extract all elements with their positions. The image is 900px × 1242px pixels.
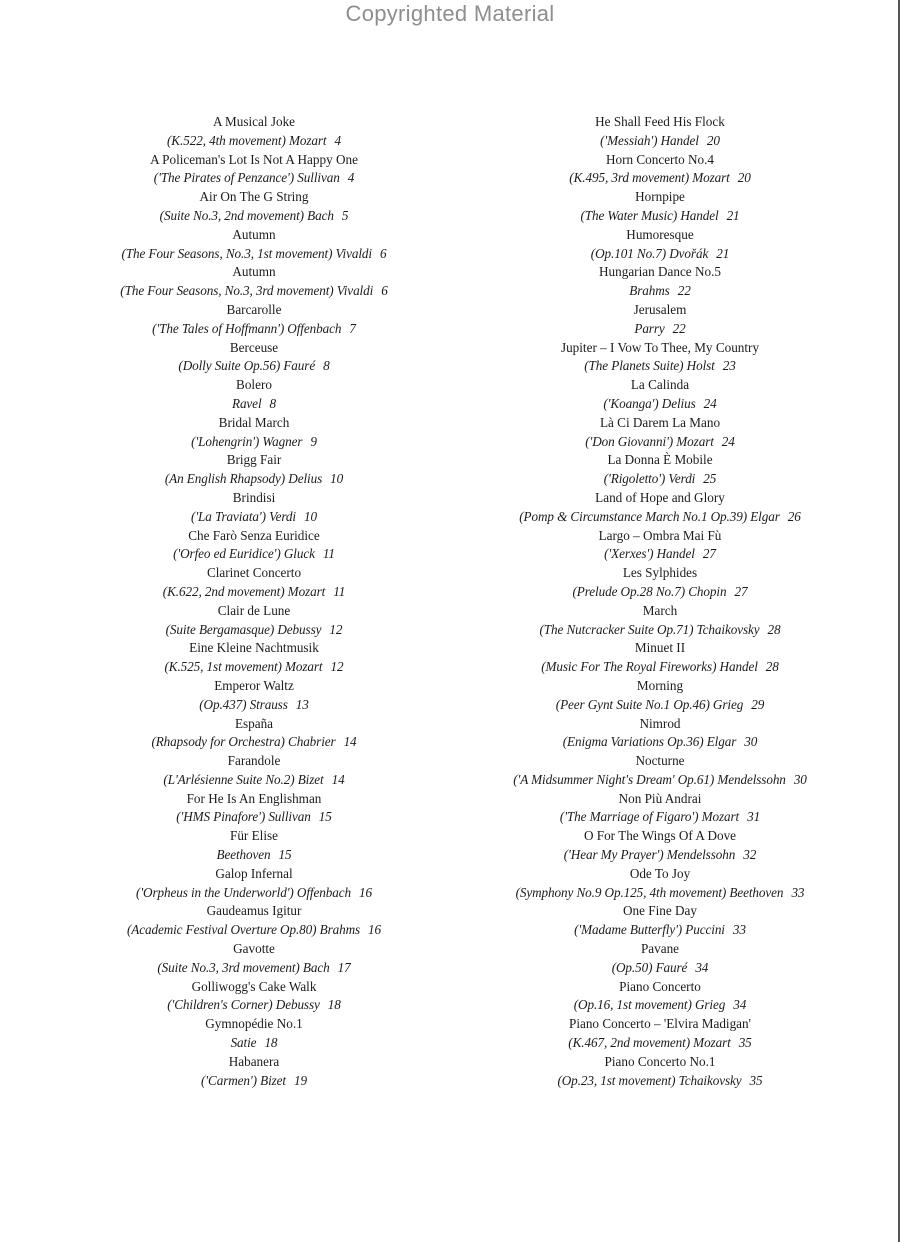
contents-entry <box>104 752 404 790</box>
piece-title: A Policeman's Lot Is Not A Happy One <box>150 151 358 167</box>
piece-title: Largo – Ombra Mai Fù <box>598 527 722 543</box>
piece-title: Für Elise <box>230 828 278 844</box>
page-number: 20 <box>706 132 720 148</box>
piece-title: Piano Concerto – 'Elvira Madigan' <box>568 1016 751 1032</box>
piece-source: ('Orpheus in the Underworld') Offenbach <box>136 884 351 900</box>
contents-entry <box>104 1015 404 1053</box>
contents-entry <box>104 715 404 753</box>
page-number: 26 <box>787 508 801 524</box>
contents-entry <box>495 564 825 602</box>
contents-entry <box>104 151 404 189</box>
page-number: 19 <box>293 1072 307 1088</box>
page-number: 5 <box>341 207 349 223</box>
contents-entry <box>104 113 404 151</box>
piece-source: ('Hear My Prayer') Mendelssohn <box>563 847 736 863</box>
piece-title: Farandole <box>227 753 281 769</box>
piece-source-line <box>104 282 404 301</box>
piece-source: (Peer Gynt Suite No.1 Op.46) Grieg <box>555 696 744 712</box>
contents-entry <box>104 451 404 489</box>
page-number: 27 <box>734 583 748 599</box>
piece-title: Minuet II <box>634 640 686 656</box>
piece-source: (Rhapsody for Orchestra) Chabrier <box>151 734 336 750</box>
page-number: 6 <box>381 283 388 299</box>
piece-source: (The Water Music) Handel <box>580 207 719 223</box>
page-number: 33 <box>732 922 746 938</box>
contents-entry <box>495 1015 825 1053</box>
contents-entry <box>495 263 825 301</box>
piece-source-line <box>495 245 825 264</box>
contents-entry <box>495 113 825 151</box>
piece-title: Humoresque <box>626 226 694 242</box>
piece-source: ('A Midsummer Night's Dream' Op.61) Mendelssohn <box>513 771 786 787</box>
page-number: 18 <box>264 1035 278 1051</box>
piece-source: (K.495, 3rd movement) Mozart <box>569 170 730 186</box>
contents-entry <box>495 752 825 790</box>
page-number: 35 <box>749 1072 763 1088</box>
piece-source-line <box>104 320 404 339</box>
piece-source-line <box>104 696 404 715</box>
contents-entry <box>495 677 825 715</box>
piece-source-line <box>495 658 825 677</box>
page-number: 14 <box>331 771 345 787</box>
piece-source-line <box>104 508 404 527</box>
contents-entry <box>495 865 825 903</box>
piece-source-line <box>104 621 404 640</box>
piece-source: (Academic Festival Overture Op.80) Brahms <box>126 922 361 938</box>
contents-entry <box>104 301 404 339</box>
piece-source-line <box>104 808 404 827</box>
page-number: 7 <box>349 320 356 336</box>
piece-title: Morning <box>636 677 684 693</box>
contents-entry <box>495 188 825 226</box>
piece-source: Satie <box>230 1035 257 1051</box>
piece-source: (Op.437) Strauss <box>199 696 288 712</box>
piece-source: (Op.50) Fauré <box>611 959 688 975</box>
contents-entry <box>104 790 404 828</box>
piece-source-line <box>104 583 404 602</box>
contents-entry <box>104 188 404 226</box>
piece-source: (Pomp & Circumstance March No.1 Op.39) Elgar <box>519 508 780 524</box>
page-number: 6 <box>379 245 387 261</box>
piece-source-line <box>495 282 825 301</box>
piece-source: ('Children's Corner) Debussy <box>167 997 320 1013</box>
page-number: 9 <box>310 433 317 449</box>
contents-entry <box>104 677 404 715</box>
contents-entry <box>104 376 404 414</box>
piece-source: (The Four Seasons, No.3, 1st movement) Vivaldi <box>121 245 372 261</box>
contents-entry <box>495 940 825 978</box>
piece-source-line <box>104 357 404 376</box>
piece-title: A Musical Joke <box>212 114 296 129</box>
piece-source-line <box>104 395 404 414</box>
page-number: 10 <box>303 508 317 524</box>
contents-entry <box>104 489 404 527</box>
piece-source: ('Rigoletto') Verdi <box>603 471 696 487</box>
piece-title: Clair de Lune <box>217 602 291 618</box>
page-number: 21 <box>726 207 740 223</box>
piece-source-line <box>495 808 825 827</box>
piece-title: Hornpipe <box>635 189 685 205</box>
page-number: 22 <box>672 320 686 336</box>
piece-source-line <box>104 846 404 865</box>
page-number: 4 <box>334 132 341 148</box>
contents-entry <box>104 263 404 301</box>
piece-title: Eine Kleine Nachtmusik <box>189 640 319 656</box>
contents-entry <box>104 865 404 903</box>
page-number: 10 <box>330 471 344 487</box>
contents-entry <box>104 602 404 640</box>
piece-title: Barcarolle <box>226 301 282 317</box>
piece-source: ('Carmen') Bizet <box>201 1072 286 1088</box>
piece-source: ('The Pirates of Penzance') Sullivan <box>153 170 340 186</box>
piece-title: Les Sylphides <box>622 565 698 581</box>
page-number: 15 <box>318 809 332 825</box>
piece-title: Land of Hope and Glory <box>595 489 725 505</box>
contents-entry <box>495 902 825 940</box>
piece-source-line <box>495 470 825 489</box>
piece-source: ('Don Giovanni') Mozart <box>585 433 714 449</box>
piece-source-line <box>104 658 404 677</box>
contents-entry <box>104 978 404 1016</box>
piece-source: (An English Rhapsody) Delius <box>164 471 323 487</box>
piece-source: (Dolly Suite Op.56) Fauré <box>178 358 316 374</box>
piece-source: (The Nutcracker Suite Op.71) Tchaikovsky <box>539 621 760 637</box>
piece-title: Là Ci Darem La Mano <box>599 414 721 430</box>
piece-title: Galop Infernal <box>215 865 293 881</box>
contents-entry <box>495 489 825 527</box>
piece-source: ('Xerxes') Handel <box>604 546 695 562</box>
piece-title: Gavotte <box>233 941 275 957</box>
piece-title: Autumn <box>232 226 276 242</box>
piece-source-line <box>104 996 404 1015</box>
piece-source-line <box>104 132 404 151</box>
piece-source-line <box>495 357 825 376</box>
piece-source: (The Planets Suite) Holst <box>584 358 715 374</box>
piece-source: (Music For The Royal Fireworks) Handel <box>541 659 758 675</box>
piece-source-line <box>104 207 404 226</box>
piece-source-line <box>104 245 404 264</box>
page-number: 20 <box>737 170 751 186</box>
page-number: 35 <box>738 1035 752 1051</box>
piece-title: Bridal March <box>218 414 290 430</box>
page-number: 31 <box>747 809 761 825</box>
piece-source-line <box>495 545 825 564</box>
piece-title: One Fine Day <box>623 903 697 919</box>
piece-source: Brahms <box>629 283 670 299</box>
piece-source-line <box>495 696 825 715</box>
piece-title: Brindisi <box>232 489 276 505</box>
contents-entry <box>495 414 825 452</box>
piece-title: Autumn <box>232 264 276 280</box>
piece-source-line <box>495 320 825 339</box>
piece-source: ('Messiah') Handel <box>600 132 699 148</box>
piece-title: Emperor Waltz <box>214 677 294 693</box>
piece-source: ('The Tales of Hoffmann') Offenbach <box>152 320 342 336</box>
page-number: 22 <box>677 283 691 299</box>
contents-entry <box>104 414 404 452</box>
piece-source: (Enigma Variations Op.36) Elgar <box>562 734 737 750</box>
contents-entry <box>495 639 825 677</box>
piece-source-line <box>104 959 404 978</box>
piece-title: Air On The G String <box>199 189 309 205</box>
piece-title: Ode To Joy <box>629 865 691 881</box>
piece-title: For He Is An Englishman <box>186 790 322 806</box>
piece-source-line <box>495 959 825 978</box>
piece-source: Ravel <box>231 395 262 411</box>
piece-title: La Calinda <box>630 377 690 393</box>
piece-source-line <box>495 621 825 640</box>
piece-source-line <box>495 1034 825 1053</box>
piece-source: ('HMS Pinafore') Sullivan <box>176 809 311 825</box>
contents-entry <box>104 226 404 264</box>
contents-column-right <box>495 113 825 1090</box>
contents-entry <box>104 639 404 677</box>
piece-title: La Donna È Mobile <box>607 452 713 468</box>
piece-source: ('La Traviata') Verdi <box>191 508 296 524</box>
piece-source: (K.622, 2nd movement) Mozart <box>162 583 326 599</box>
piece-source: (Symphony No.9 Op.125, 4th movement) Beethoven <box>515 884 784 900</box>
piece-source-line <box>495 1072 825 1091</box>
contents-entry <box>495 451 825 489</box>
page-number: 14 <box>343 734 357 750</box>
page-number: 17 <box>337 959 351 975</box>
page-number: 21 <box>716 245 730 261</box>
piece-title: Non Più Andrai <box>618 790 702 806</box>
piece-title: O For The Wings Of A Dove <box>583 828 737 844</box>
contents-entry <box>104 940 404 978</box>
piece-title: Jupiter – I Vow To Thee, My Country <box>560 339 760 355</box>
piece-title: Habanera <box>228 1053 280 1069</box>
piece-title: Bolero <box>236 377 272 393</box>
contents-entry <box>495 376 825 414</box>
piece-title: Piano Concerto No.1 <box>604 1053 716 1069</box>
page-number: 24 <box>721 433 735 449</box>
piece-title: Gymnopédie No.1 <box>205 1016 303 1032</box>
piece-source-line <box>495 508 825 527</box>
page-number: 12 <box>330 659 344 675</box>
piece-source-line <box>495 733 825 752</box>
piece-source-line <box>495 395 825 414</box>
page-number: 8 <box>269 395 277 411</box>
page-number: 11 <box>322 546 335 562</box>
piece-source-line <box>104 433 404 452</box>
piece-source: (L'Arlésienne Suite No.2) Bizet <box>163 771 324 787</box>
contents-entry <box>495 339 825 377</box>
piece-source-line <box>495 169 825 188</box>
piece-title: Nimrod <box>639 715 681 731</box>
page-number: 34 <box>733 997 747 1013</box>
piece-title: España <box>234 715 274 731</box>
piece-source-line <box>495 207 825 226</box>
piece-source-line <box>495 921 825 940</box>
piece-title: Clarinet Concerto <box>206 565 302 581</box>
page-number: 8 <box>323 358 330 374</box>
piece-source: ('Orfeo ed Euridice') Gluck <box>173 546 315 562</box>
contents-entry <box>104 564 404 602</box>
page-number: 16 <box>358 884 372 900</box>
piece-source-line <box>495 884 825 903</box>
piece-title: Horn Concerto No.4 <box>605 151 715 167</box>
page-number: 33 <box>791 884 805 900</box>
piece-source: Parry <box>634 320 665 336</box>
piece-source-line <box>104 1034 404 1053</box>
contents-entry <box>104 902 404 940</box>
piece-source-line <box>104 733 404 752</box>
contents-entry <box>495 301 825 339</box>
contents-entry <box>104 1053 404 1091</box>
contents-entry <box>104 827 404 865</box>
page-number: 32 <box>743 847 757 863</box>
piece-source-line <box>104 545 404 564</box>
piece-source-line <box>104 771 404 790</box>
contents-entry <box>495 978 825 1016</box>
page-number: 30 <box>744 734 758 750</box>
piece-source-line <box>104 884 404 903</box>
page-number: 34 <box>695 959 709 975</box>
piece-source-line <box>495 846 825 865</box>
page-number: 29 <box>751 696 765 712</box>
piece-source: (Prelude Op.28 No.7) Chopin <box>572 583 727 599</box>
contents-entry <box>495 790 825 828</box>
copyright-watermark: Copyrighted Material <box>345 1 555 26</box>
piece-source: (K.522, 4th movement) Mozart <box>167 132 327 148</box>
piece-source-line <box>104 921 404 940</box>
page-number: 4 <box>347 170 355 186</box>
piece-title: Golliwogg's Cake Walk <box>191 978 317 994</box>
page-number: 27 <box>702 546 716 562</box>
piece-title: Jerusalem <box>633 301 687 317</box>
piece-source: ('Lohengrin') Wagner <box>191 433 303 449</box>
contents-entry <box>495 151 825 189</box>
contents-entry <box>495 527 825 565</box>
piece-title: He Shall Feed His Flock <box>595 114 725 129</box>
contents-entry <box>495 1053 825 1091</box>
contents-entry <box>104 527 404 565</box>
piece-source: (Op.16, 1st movement) Grieg <box>573 997 726 1013</box>
piece-source-line <box>104 470 404 489</box>
page-number: 23 <box>722 358 736 374</box>
piece-title: Piano Concerto <box>619 978 701 994</box>
piece-source: (The Four Seasons, No.3, 3rd movement) Vivaldi <box>120 283 374 299</box>
contents-entry <box>104 339 404 377</box>
contents-column-left <box>104 113 404 1090</box>
piece-title: Gaudeamus Igitur <box>206 903 302 919</box>
piece-title: Hungarian Dance No.5 <box>599 264 721 280</box>
piece-source: (Suite No.3, 3rd movement) Bach <box>157 959 330 975</box>
piece-source: Beethoven <box>216 847 271 863</box>
page-number: 24 <box>703 395 717 411</box>
piece-title: Che Farò Senza Euridice <box>188 527 320 543</box>
piece-source-line <box>104 1072 404 1091</box>
page-number: 15 <box>278 847 292 863</box>
piece-source: (Op.23, 1st movement) Tchaikovsky <box>557 1072 742 1088</box>
piece-title: March <box>642 602 678 618</box>
contents-entry <box>495 602 825 640</box>
page-number: 13 <box>295 696 309 712</box>
piece-source: (K.525, 1st movement) Mozart <box>164 659 323 675</box>
piece-source-line <box>104 169 404 188</box>
piece-source-line <box>495 433 825 452</box>
piece-source: (Suite Bergamasque) Debussy <box>165 621 322 637</box>
piece-source-line <box>495 132 825 151</box>
piece-source: ('Koanga') Delius <box>603 395 696 411</box>
piece-source-line <box>495 583 825 602</box>
piece-source: (K.467, 2nd movement) Mozart <box>568 1035 731 1051</box>
page-number: 25 <box>703 471 717 487</box>
page-number: 28 <box>765 659 779 675</box>
contents-entry <box>495 827 825 865</box>
piece-title: Berceuse <box>229 339 279 355</box>
piece-source: (Op.101 No.7) Dvořák <box>590 245 709 261</box>
page-number: 28 <box>767 621 781 637</box>
piece-source: (Suite No.3, 2nd movement) Bach <box>159 207 334 223</box>
contents-entry <box>495 715 825 753</box>
piece-source: ('Madame Butterfly') Puccini <box>574 922 725 938</box>
piece-title: Brigg Fair <box>226 452 282 468</box>
page-number: 18 <box>327 997 341 1013</box>
piece-source: ('The Marriage of Figaro') Mozart <box>559 809 740 825</box>
piece-source-line <box>495 771 825 790</box>
page-number: 12 <box>329 621 343 637</box>
piece-source-line <box>495 996 825 1015</box>
piece-title: Nocturne <box>635 753 685 769</box>
contents-entry <box>495 226 825 264</box>
page-number: 30 <box>793 771 807 787</box>
page-number: 11 <box>333 583 346 599</box>
page-number: 16 <box>368 922 382 938</box>
piece-title: Pavane <box>640 941 680 957</box>
